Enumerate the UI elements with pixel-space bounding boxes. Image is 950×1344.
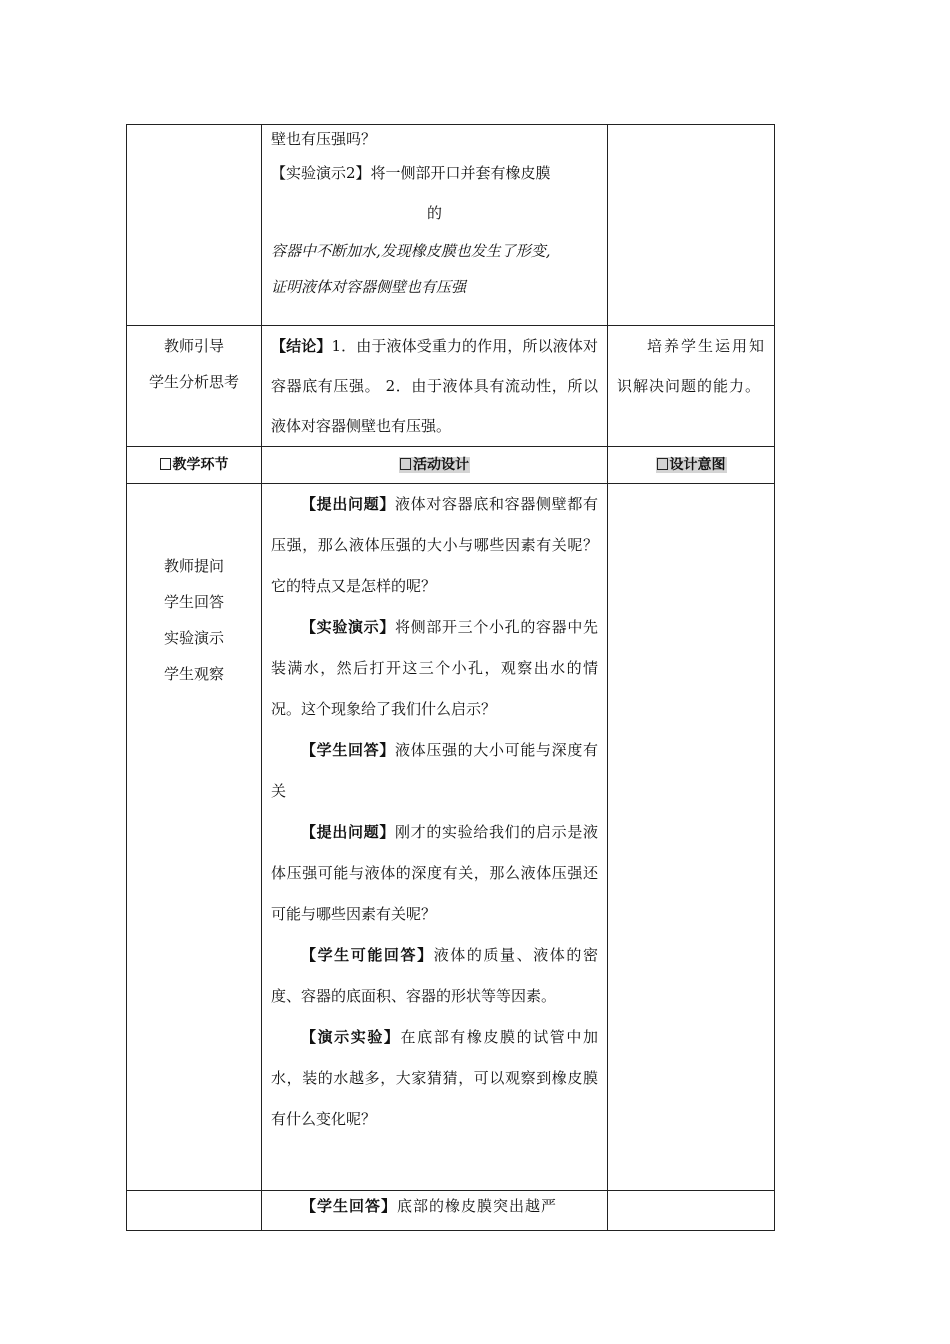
checkbox-icon [160, 458, 171, 470]
stage-line: 实验演示 [163, 629, 224, 647]
stage-line: 学生观察 [163, 665, 224, 683]
paragraph-label: 【提出问题】 [301, 823, 395, 841]
activity-line: 的 [426, 204, 442, 222]
paragraph-label: 【演示实验】 [301, 1028, 401, 1046]
lesson-plan-table [126, 124, 775, 1231]
stage-line: 教师提问 [163, 557, 224, 575]
conclusion-text: 1．由于液体受重力的作用，所以液体对容器底有压强。 2．由于液体具有流动性，所以液体对容器侧壁也有压强。 [271, 337, 598, 435]
header-stage-label: 教学环节 [172, 457, 229, 473]
paragraph [271, 484, 598, 607]
activity-line [271, 153, 598, 193]
table-row [127, 326, 775, 447]
intent-text: 培养学生运用知识解决问题的能力。 [617, 337, 765, 395]
activity-cell [262, 484, 608, 1191]
table-row [127, 484, 775, 1191]
stage-cell [127, 125, 262, 326]
intent-cell [608, 326, 775, 447]
conclusion-label: 【结论】 [271, 337, 332, 355]
intent-cell [608, 1191, 775, 1231]
paragraph [271, 812, 598, 935]
checkbox-icon [400, 458, 411, 470]
activity-cell [262, 1191, 608, 1231]
paragraph-text: 液体对容器底和容器侧壁都有压强，那么液体压强的大小与哪些因素有关呢？它的特点又是怎样的呢？ [271, 495, 598, 595]
header-cell-intent [608, 447, 775, 484]
paragraph-label: 【实验演示】 [301, 618, 395, 636]
stage-cell [127, 1191, 262, 1231]
activity-line: 容器中不断加水,发现橡皮膜也发生了形变, [271, 242, 551, 260]
header-cell-stage [127, 447, 262, 484]
table-row [127, 125, 775, 326]
stage-line: 学生分析思考 [148, 373, 239, 391]
experiment-label: 【实验演示2】将一侧部开口并套有橡皮膜 [271, 164, 551, 182]
paragraph [271, 730, 598, 812]
paragraph [262, 1191, 607, 1221]
intent-cell [608, 125, 775, 326]
header-activity-label: 活动设计 [413, 457, 469, 473]
paragraph-text: 液体压强的大小可能与深度有关 [271, 741, 598, 800]
paragraph-text: 在底部有橡皮膜的试管中加水，装的水越多，大家猜猜，可以观察到橡皮膜有什么变化呢？ [271, 1028, 598, 1128]
paragraph-text: 底部的橡皮膜突出越严 [397, 1197, 558, 1215]
activity-line: 证明液体对容器侧壁也有压强 [271, 278, 467, 296]
paragraph-text: 液体的质量、液体的密度、容器的底面积、容器的形状等等因素。 [271, 946, 598, 1005]
header-intent-label: 设计意图 [669, 457, 726, 473]
header-cell-activity [262, 447, 608, 484]
paragraph [271, 935, 598, 1017]
paragraph-label: 【提出问题】 [301, 495, 395, 513]
paragraph-label: 【学生回答】 [301, 1197, 398, 1215]
intent-cell [608, 484, 775, 1191]
activity-cell [262, 125, 608, 326]
paragraph-text: 将侧部开三个小孔的容器中先装满水，然后打开这三个小孔，观察出水的情况。这个现象给了我们什么启示？ [271, 618, 598, 718]
activity-cell [262, 326, 608, 447]
table-header-row [127, 447, 775, 484]
paragraph-text: 刚才的实验给我们的启示是液体压强可能与液体的深度有关，那么液体压强还可能与哪些因素有关呢？ [271, 823, 598, 923]
table-row [127, 1191, 775, 1231]
checkbox-icon [657, 458, 668, 470]
paragraph [271, 607, 598, 730]
paragraph-label: 【学生可能回答】 [301, 946, 434, 964]
stage-line: 教师引导 [163, 337, 224, 355]
activity-line: 壁也有压强吗？ [271, 130, 377, 148]
stage-cell [127, 484, 262, 1191]
paragraph [271, 1017, 598, 1140]
stage-cell [127, 326, 262, 447]
stage-line: 学生回答 [163, 593, 224, 611]
paragraph-label: 【学生回答】 [301, 741, 395, 759]
